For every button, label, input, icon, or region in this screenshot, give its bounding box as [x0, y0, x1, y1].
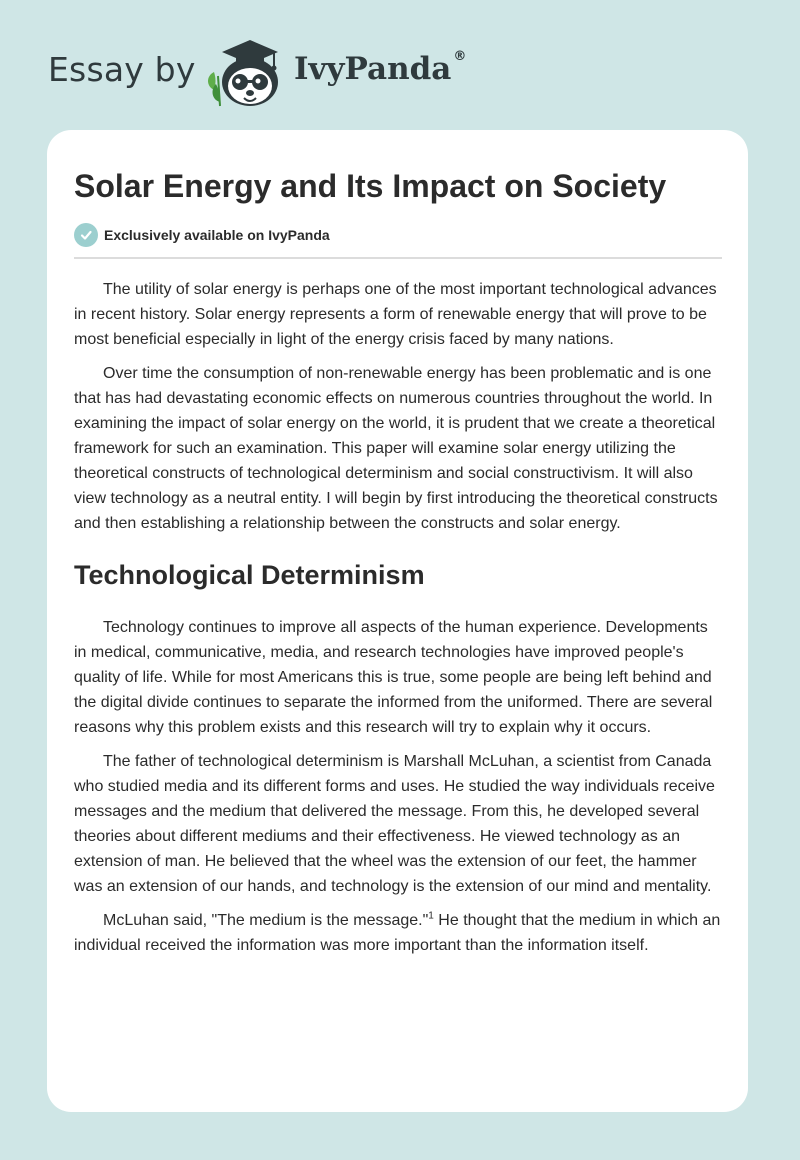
essay-card	[47, 130, 748, 1112]
section-paragraph-1: Technology continues to improve all aspects of the human experience. Developments in medical, communicative, media, and research technologies have improved people's quality of life. While for most Americans this is true, some people are being left behind and the digital divide continues to separate the informed from the uniformed. There are several reasons why this problem exists and this research will try to explain why it occurs.	[74, 619, 713, 736]
check-circle-icon	[74, 223, 98, 247]
availability-badge	[74, 222, 722, 248]
panda-logo-icon	[202, 32, 294, 112]
section-paragraph-2: The father of technological determinism is Marshall McLuhan, a scientist from Canada who studied media and its different forms and uses. He studied the way individuals receive messages and the medium that delivered the message. From this, he developed several theories about different mediums and their effectiveness. He viewed technology as an extension of man. He believed that the wheel was the extension of our feet, the hammer was an extension of our hands, and technology is the extension of our mind and mentality.	[74, 753, 715, 895]
section-heading: Technological Determinism	[74, 560, 425, 590]
brand-header[interactable]	[48, 32, 508, 112]
brand-prefix: Essay by	[48, 50, 196, 89]
intro-paragraph-2: Over time the consumption of non-renewable energy has been problematic and is one that has had devastating economic effects on numerous countries throughout the world. In examining the impact of solar energy on the world, it is prudent that we create a theoretical framework for such an examination. This paper will examine solar energy utilizing the theoretical constructs of technological determinism and social constructivism. It will also view technology as a neutral entity. I will begin by first introducing the theoretical constructs and then establishing a relationship between the constructs and solar energy.	[74, 365, 718, 532]
quote-paragraph	[74, 908, 722, 958]
quote-continuation: He thought that the medium in which an individual received the information was more important than the information itself.	[74, 912, 721, 954]
availability-text: Exclusively available on IvyPanda	[104, 227, 330, 243]
quote-text: McLuhan said, "The medium is the message."	[103, 912, 429, 929]
page-title: Solar Energy and Its Impact on Society	[74, 168, 667, 204]
brand-name: IvyPanda ®	[294, 49, 467, 87]
divider	[74, 257, 722, 259]
intro-paragraph-1: The utility of solar energy is perhaps one of the most important technological advances in recent history. Solar energy represents a form of renewable energy that will prove to be most beneficial especially in light of the energy crisis faced by many nations.	[74, 281, 717, 348]
footnote-marker[interactable]: 1	[428, 910, 434, 922]
